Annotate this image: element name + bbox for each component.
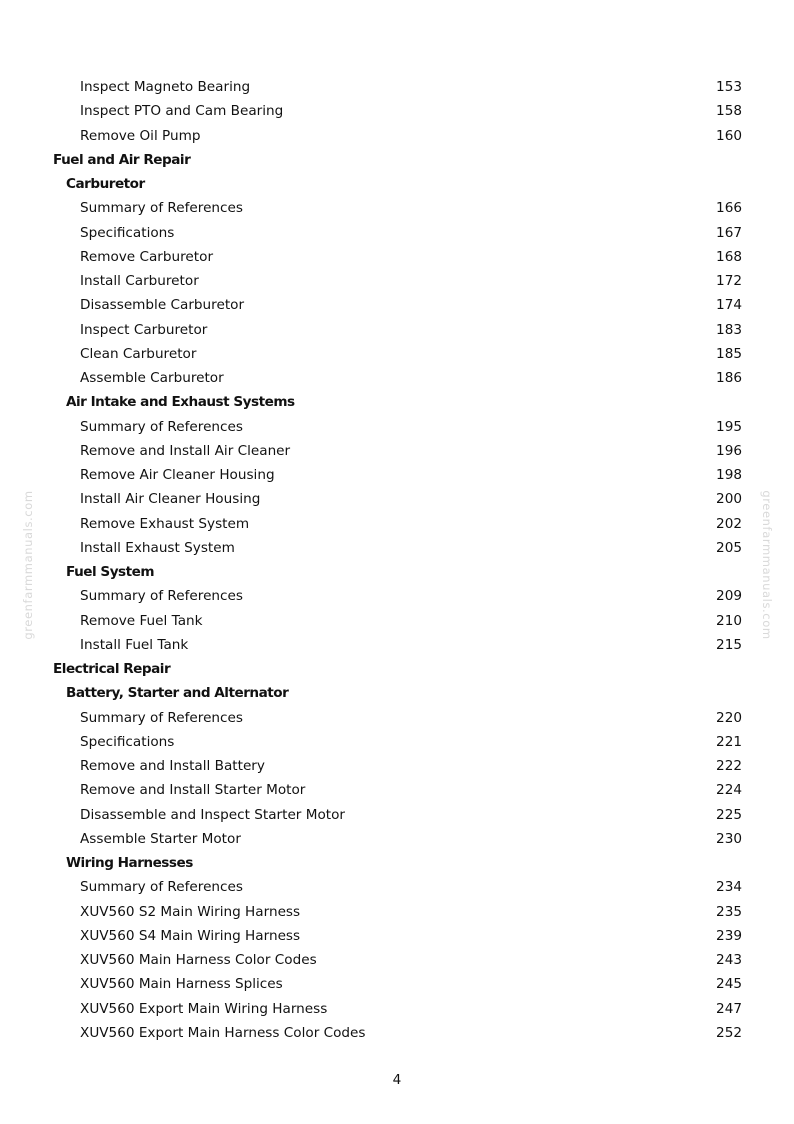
toc-entry-page-number: 235 xyxy=(716,903,742,920)
toc-entry-title: Disassemble Carburetor xyxy=(80,297,245,314)
toc-entry[interactable] xyxy=(0,196,794,220)
toc-entry-page-number: 209 xyxy=(716,588,742,605)
toc-entry-title: Remove Exhaust System xyxy=(80,515,250,532)
toc-entry[interactable] xyxy=(0,415,794,439)
toc-entry-page-number: 245 xyxy=(716,976,742,993)
toc-entry-page-number: 158 xyxy=(716,103,742,120)
toc-entry-title: Remove Oil Pump xyxy=(80,127,201,144)
toc-entry-title: Specifications xyxy=(80,733,175,750)
toc-entry[interactable] xyxy=(0,512,794,536)
toc-entry[interactable] xyxy=(0,924,794,948)
toc-entry-title: Summary of References xyxy=(80,200,243,217)
toc-entry[interactable] xyxy=(0,754,794,778)
toc-entry-title: Install Carburetor xyxy=(80,273,199,289)
toc-subsection-heading xyxy=(0,851,794,875)
toc-entry-page-number: 202 xyxy=(716,515,742,532)
toc-entry-title: Fuel and Air Repair xyxy=(53,151,191,168)
toc-subsection-heading xyxy=(0,681,794,705)
toc-entry-title: Wiring Harnesses xyxy=(66,855,193,871)
toc-entry-title: Specifications xyxy=(80,224,175,241)
toc-entry-title: XUV560 Main Harness Splices xyxy=(80,976,283,993)
watermark-right: greenfarmmanuals.com xyxy=(760,490,774,640)
toc-entry-title: Remove and Install Battery xyxy=(80,758,265,774)
toc-entry-page-number: 234 xyxy=(716,879,742,896)
toc-entry[interactable] xyxy=(0,124,794,148)
toc-entry-page-number: 174 xyxy=(716,297,742,314)
toc-entry-page-number: 239 xyxy=(716,927,742,944)
toc-entry-page-number: 198 xyxy=(716,467,742,483)
toc-entry-title: Remove Air Cleaner Housing xyxy=(80,467,275,483)
toc-subsection-heading xyxy=(0,390,794,414)
toc-entry[interactable] xyxy=(0,342,794,366)
toc-entry[interactable] xyxy=(0,221,794,245)
toc-entry[interactable] xyxy=(0,1021,794,1045)
toc-entry-title: Summary of References xyxy=(80,588,243,605)
toc-entry[interactable] xyxy=(0,633,794,657)
toc-entry-page-number: 252 xyxy=(716,1024,742,1041)
toc-entry-page-number: 230 xyxy=(716,830,742,847)
toc-entry[interactable] xyxy=(0,584,794,608)
toc-entry[interactable] xyxy=(0,269,794,293)
toc-entry-page-number: 186 xyxy=(716,370,742,386)
toc-entry[interactable] xyxy=(0,366,794,390)
toc-entry[interactable] xyxy=(0,827,794,851)
toc-entry[interactable] xyxy=(0,99,794,123)
toc-entry[interactable] xyxy=(0,972,794,996)
toc-entry-title: Install Air Cleaner Housing xyxy=(80,491,261,508)
toc-entry-title: Disassemble and Inspect Starter Motor xyxy=(80,806,345,823)
toc-entry-page-number: 222 xyxy=(716,758,742,774)
toc-entry-title: Clean Carburetor xyxy=(80,345,197,362)
toc-entry-page-number: 247 xyxy=(716,1000,742,1017)
toc-entry-page-number: 215 xyxy=(716,636,742,653)
toc-entry-title: Install Fuel Tank xyxy=(80,636,189,653)
toc-section-heading xyxy=(0,148,794,172)
toc-entry[interactable] xyxy=(0,245,794,269)
toc-entry-page-number: 172 xyxy=(716,273,742,289)
toc-entry-page-number: 167 xyxy=(716,224,742,241)
toc-entry-title: Assemble Carburetor xyxy=(80,370,224,386)
toc-entry[interactable] xyxy=(0,463,794,487)
toc-entry[interactable] xyxy=(0,706,794,730)
toc-entry[interactable] xyxy=(0,75,794,99)
toc-section-heading xyxy=(0,657,794,681)
toc-entry-title: Inspect Carburetor xyxy=(80,321,208,338)
toc-entry-title: Remove Fuel Tank xyxy=(80,612,203,629)
toc-entry-page-number: 196 xyxy=(716,442,742,459)
toc-entry[interactable] xyxy=(0,318,794,342)
toc-entry-title: XUV560 Main Harness Color Codes xyxy=(80,952,317,968)
toc-entry-page-number: 221 xyxy=(716,733,742,750)
toc-entry-title: Inspect PTO and Cam Bearing xyxy=(80,103,284,120)
toc-entry[interactable] xyxy=(0,439,794,463)
toc-entry-title: XUV560 S2 Main Wiring Harness xyxy=(80,903,301,920)
toc-entry-title: Carburetor xyxy=(66,176,145,192)
toc-entry-page-number: 243 xyxy=(716,952,742,968)
toc-entry-title: Fuel System xyxy=(66,564,155,580)
toc-entry-page-number: 210 xyxy=(716,612,742,629)
toc-entry-page-number: 185 xyxy=(716,345,742,362)
toc-entry[interactable] xyxy=(0,778,794,802)
toc-entry-page-number: 205 xyxy=(716,539,742,556)
toc-entry-page-number: 168 xyxy=(716,248,742,265)
watermark-left: greenfarmmanuals.com xyxy=(21,490,35,640)
toc-entry[interactable] xyxy=(0,900,794,924)
toc-entry[interactable] xyxy=(0,730,794,754)
table-of-contents xyxy=(0,75,794,1045)
toc-entry[interactable] xyxy=(0,803,794,827)
toc-entry-page-number: 166 xyxy=(716,200,742,217)
toc-entry-page-number: 220 xyxy=(716,709,742,726)
toc-entry-page-number: 153 xyxy=(716,79,742,95)
toc-entry-page-number: 183 xyxy=(716,321,742,338)
toc-entry-title: Summary of References xyxy=(80,709,243,726)
toc-subsection-heading xyxy=(0,560,794,584)
toc-entry-title: Remove and Install Air Cleaner xyxy=(80,442,291,459)
toc-entry[interactable] xyxy=(0,487,794,511)
toc-entry[interactable] xyxy=(0,875,794,899)
toc-entry-title: XUV560 Export Main Harness Color Codes xyxy=(80,1024,366,1041)
toc-entry-page-number: 195 xyxy=(716,418,742,435)
toc-subsection-heading xyxy=(0,172,794,196)
toc-entry-title: Assemble Starter Motor xyxy=(80,830,241,847)
toc-entry[interactable] xyxy=(0,997,794,1021)
toc-entry-title: XUV560 Export Main Wiring Harness xyxy=(80,1000,328,1017)
toc-entry-page-number: 160 xyxy=(716,127,742,144)
toc-entry-page-number: 225 xyxy=(716,806,742,823)
toc-entry-title: Electrical Repair xyxy=(53,661,171,677)
toc-entry-title: Inspect Magneto Bearing xyxy=(80,79,251,95)
toc-entry[interactable] xyxy=(0,609,794,633)
toc-entry-title: Remove and Install Starter Motor xyxy=(80,782,306,799)
toc-entry-page-number: 200 xyxy=(716,491,742,508)
toc-entry-title: Summary of References xyxy=(80,418,243,435)
toc-entry-title: Remove Carburetor xyxy=(80,248,214,265)
toc-entry-title: Summary of References xyxy=(80,879,243,896)
toc-entry-title: Battery, Starter and Alternator xyxy=(66,685,289,702)
toc-entry-page-number: 224 xyxy=(716,782,742,799)
toc-entry-title: XUV560 S4 Main Wiring Harness xyxy=(80,927,301,944)
toc-entry[interactable] xyxy=(0,293,794,317)
toc-entry[interactable] xyxy=(0,536,794,560)
page-number: 4 xyxy=(392,1072,402,1088)
toc-entry-title: Air Intake and Exhaust Systems xyxy=(66,394,295,411)
toc-entry-title: Install Exhaust System xyxy=(80,539,235,556)
toc-entry[interactable] xyxy=(0,948,794,972)
